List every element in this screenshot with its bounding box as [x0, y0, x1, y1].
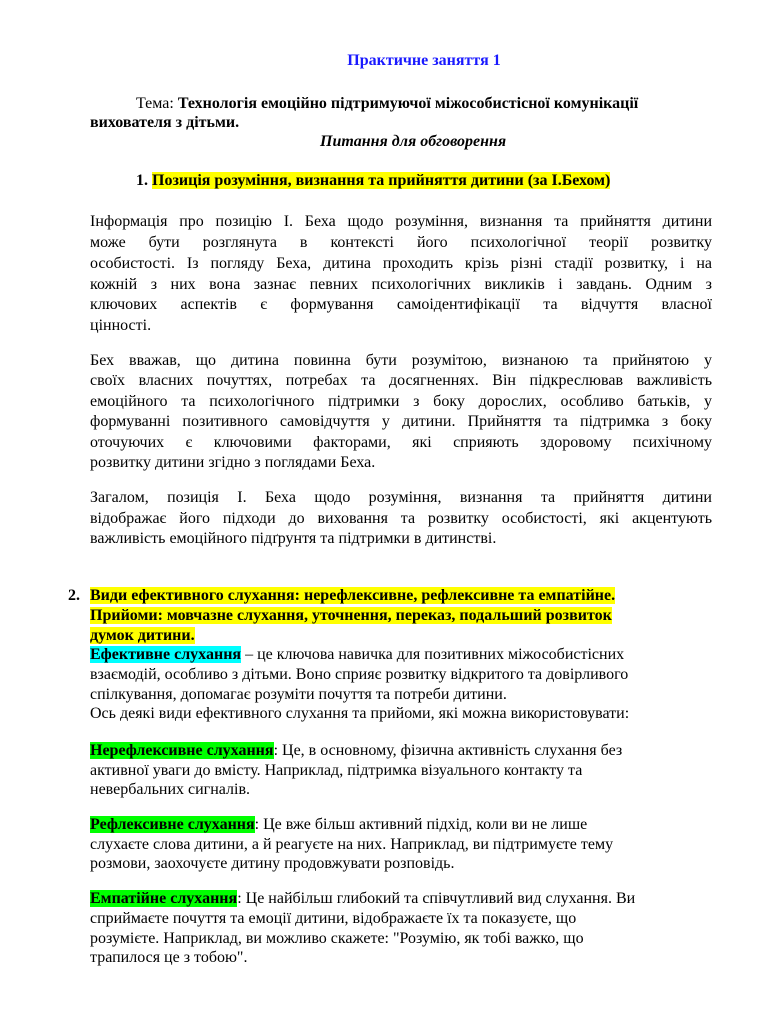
nonreflexive-line: активної уваги до вмісту. Наприклад, підтримка візуального контакту та: [90, 762, 583, 779]
reflexive-line: Рефлексивне слухання: Це вже більш активний підхід, коли ви не лише: [90, 816, 588, 833]
nonreflexive-term: Нерефлексивне слухання: [90, 742, 274, 759]
effective-line: взаємодій, особливо з дітьми. Воно сприяє розвитку відкритого та довірливого: [90, 666, 629, 683]
reflexive-term: Рефлексивне слухання: [90, 816, 255, 833]
section2-heading-line: думок дитини.: [90, 627, 195, 644]
theme-line-1: [136, 93, 638, 114]
section1-heading: [136, 170, 610, 191]
reflexive-line: слухаєте слова дитини, а й реагуєте на них. Наприклад, ви підтримуєте тему: [90, 836, 614, 853]
subtitle: Питання для обговорення: [320, 133, 507, 150]
effective-listening-line: Ефективне слухання – це ключова навичка для позитивних міжособистісних: [90, 646, 625, 663]
section2-number: 2.: [68, 587, 80, 604]
effective-line: спілкування, допомагає розуміти почуття та потреби дитини.: [90, 686, 507, 703]
nonreflexive-line: невербальних сигналів.: [90, 781, 251, 798]
empathic-line: розумієте. Наприклад, ви можливо скажете: "Розумію, як тобі важко, що: [90, 930, 584, 947]
page-title: Практичне заняття 1: [347, 52, 501, 69]
s1-p2-line: формуванні позитивного самовідчуття у дитини. Прийняття та підтримка з боку: [90, 413, 712, 430]
s1-p2-line: своїх власних почуттях, потребах та досягненнях. Він підкреслював важливість: [90, 372, 712, 389]
theme-line-2: вихователя з дітьми.: [90, 114, 240, 131]
s1-p3-line: Загалом, позиція І. Беха щодо розуміння, визнання та прийняття дитини: [90, 489, 712, 506]
theme-prefix: Тема:: [136, 95, 178, 112]
s1-p2-line: Бех вважав, що дитина повинна бути розумітою, визнаною та прийнятою у: [90, 352, 712, 369]
s1-p1-line: ключових аспектів є формування самоідентифікації та відчуття власної: [90, 296, 712, 313]
s1-p1-line: особистості. Із погляду Беха, дитина проходить крізь різні стадії розвитку, і на: [90, 255, 712, 272]
s1-p2-line: оточуючих є ключовими факторами, які сприяють здоровому психічному: [90, 434, 712, 451]
s1-p1-line: Інформація про позицію І. Беха щодо розуміння, визнання та прийняття дитини: [90, 213, 712, 230]
theme-text: Технологія емоційно підтримуючої міжособистісної комунікації: [177, 95, 639, 112]
s1-p1-line: кожній з них вона зазнає певних психологічних викликів і завдань. Одним з: [90, 276, 712, 293]
section2-heading-line: Види ефективного слухання: нерефлексивне, рефлексивне та емпатійне.: [90, 587, 616, 604]
section1-number: 1.: [136, 172, 148, 189]
effective-listening-term: Ефективне слухання: [90, 646, 242, 663]
s1-p2-line: емоційного та психологічного підтримки з боку дорослих, особливо батьків, у: [90, 393, 712, 410]
nonreflexive-line: Нерефлексивне слухання: Це, в основному, фізична активність слухання без: [90, 742, 623, 759]
s1-p3-line: важливість емоційного підґрунтя та підтримки в дитинстві.: [90, 530, 497, 547]
s1-p2-line: розвитку дитини згідно з поглядами Беха.: [90, 454, 376, 471]
s1-p1-line: цінності.: [90, 317, 152, 334]
s1-p3-line: відображає його підходи до виховання та розвитку особистості, які акцентують: [90, 510, 712, 527]
reflexive-line: розмови, заохочуєте дитину продовжувати розповідь.: [90, 855, 455, 872]
empathic-term: Емпатійне слухання: [90, 890, 238, 907]
section1-title: Позиція розуміння, визнання та прийняття дитини (за І.Бехом): [152, 172, 611, 189]
effective-line: Ось деякі види ефективного слухання та прийоми, які можна використовувати:: [90, 705, 630, 722]
empathic-line: трапилося це з тобою".: [90, 949, 248, 966]
section2-heading-line: Прийоми: мовчазне слухання, уточнення, переказ, подальший розвиток: [90, 607, 612, 624]
s1-p1-line: може бути розглянута в контексті його психологічної теорії розвитку: [90, 234, 712, 251]
empathic-line: сприймаєте почуття та емоції дитини, відображаєте їх та показуєте, що: [90, 910, 577, 927]
empathic-line: Емпатійне слухання: Це найбільш глибокий та співчутливий вид слухання. Ви: [90, 890, 636, 907]
